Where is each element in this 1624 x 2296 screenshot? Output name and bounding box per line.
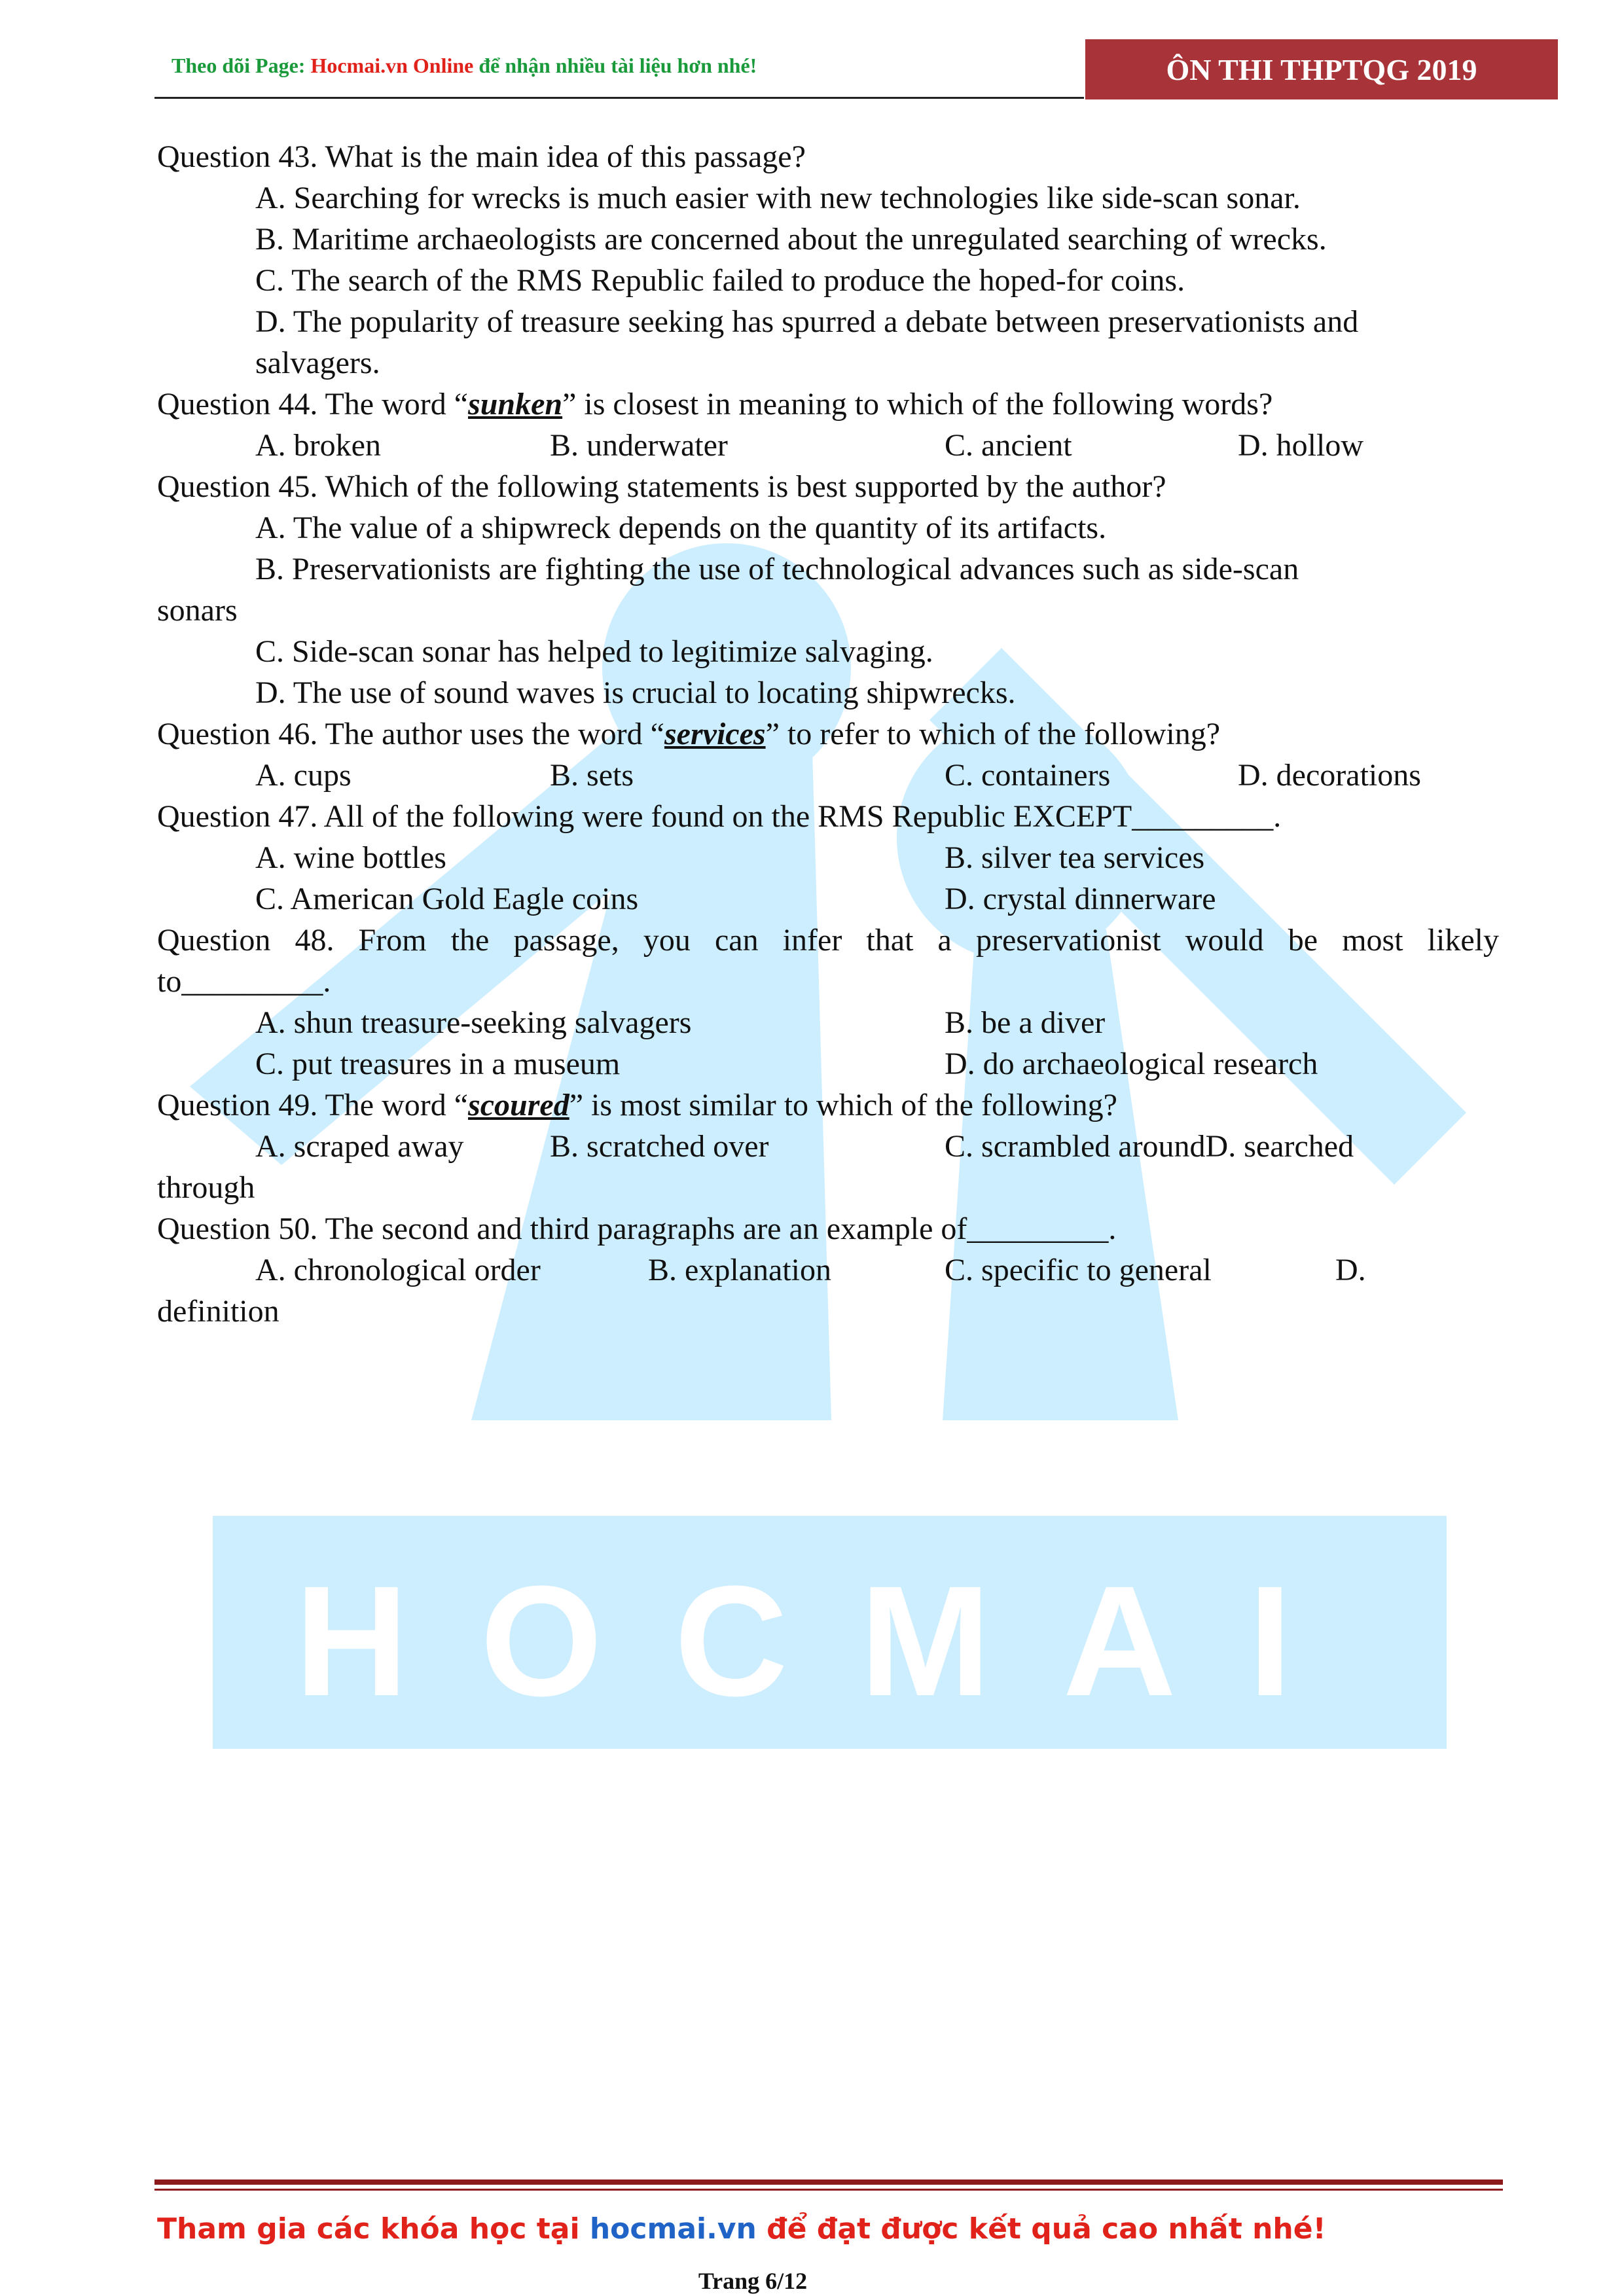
q49-stem	[157, 1085, 1499, 1126]
q48-option-a: A. shun treasure-seeking salvagers	[255, 1005, 692, 1040]
q43-option-c: C. The search of the RMS Republic failed to produce the hoped-for coins.	[255, 263, 1185, 298]
q47-options-row2	[157, 878, 1499, 920]
header-exam-badge: ÔN THI THPTQG 2019	[1085, 39, 1558, 99]
q50-option-c: C. specific to general	[945, 1253, 1212, 1287]
footer-promo-pre: Tham gia các khóa học tại	[157, 2212, 590, 2246]
q44-stem-post: ” is closest in meaning to which of the following words?	[562, 387, 1273, 422]
q50-option-a: A. chronological order	[255, 1253, 541, 1287]
q45-stem: Question 45. Which of the following statements is best supported by the author?	[157, 469, 1166, 504]
q46-option-d: D. decorations	[1238, 758, 1421, 793]
q46-option-a: A. cups	[255, 758, 352, 793]
q47-option-c: C. American Gold Eagle coins	[255, 882, 639, 916]
header-follow-note	[171, 54, 757, 78]
q46-stem-post: ” to refer to which of the following?	[765, 717, 1220, 751]
footer-site-link[interactable]: hocmai.vn	[589, 2212, 757, 2246]
q48-option-c: C. put treasures in a museum	[255, 1047, 621, 1081]
q44-option-b: B. underwater	[550, 428, 728, 463]
q44-option-c: C. ancient	[945, 428, 1072, 463]
q49-option-d-cont: through	[157, 1170, 255, 1205]
page-number: Trang 6/12	[698, 2268, 808, 2294]
q50-stem: Question 50. The second and third paragraphs are an example of_________.	[157, 1211, 1117, 1246]
q46-stem	[157, 713, 1499, 755]
footer-divider-thick	[154, 2179, 1503, 2185]
q48-options-row2	[157, 1043, 1499, 1085]
q48-stem: Question 48. From the passage, you can infer that a preservationist would be most likely	[157, 923, 1499, 958]
q49-keyword: scoured	[468, 1088, 569, 1122]
q45-option-a: A. The value of a shipwreck depends on the quantity of its artifacts.	[255, 511, 1107, 545]
q44-option-a: A. broken	[255, 428, 381, 463]
q44-stem-pre: Question 44. The word “	[157, 387, 469, 422]
q49-option-c-d: C. scrambled aroundD. searched	[945, 1129, 1354, 1164]
watermark-text: HOCMAI	[295, 1553, 1364, 1729]
header-page-link[interactable]: Hocmai.vn Online	[310, 54, 474, 77]
q45-option-b-cont: sonars	[157, 593, 238, 628]
q43-option-a: A. Searching for wrecks is much easier with new technologies like side-scan sonar.	[255, 181, 1301, 215]
q48-option-d: D. do archaeological research	[945, 1047, 1318, 1081]
q44-option-d: D. hollow	[1238, 428, 1363, 463]
q47-option-d: D. crystal dinnerware	[945, 882, 1216, 916]
q50-option-d-cont: definition	[157, 1294, 280, 1329]
q47-options-row1	[157, 837, 1499, 878]
q50-options	[157, 1249, 1499, 1291]
q49-options	[157, 1126, 1499, 1167]
q45-option-b: B. Preservationists are fighting the use of technological advances such as side-scan	[255, 552, 1299, 586]
q46-option-b: B. sets	[550, 758, 634, 793]
q46-stem-pre: Question 46. The author uses the word “	[157, 717, 664, 751]
q44-options	[157, 425, 1499, 466]
footer-divider-thin	[154, 2189, 1503, 2191]
header-divider	[154, 97, 1084, 99]
q44-keyword: sunken	[468, 387, 563, 422]
q49-option-b: B. scratched over	[550, 1129, 769, 1164]
q49-stem-pre: Question 49. The word “	[157, 1088, 469, 1122]
q43-option-d: D. The popularity of treasure seeking has spurred a debate between preservationists and	[255, 304, 1359, 339]
q46-keyword: services	[664, 717, 766, 751]
header-follow-prefix: Theo dõi Page:	[171, 54, 311, 77]
q50-option-b: B. explanation	[648, 1253, 831, 1287]
q44-stem	[157, 384, 1499, 425]
q47-option-b: B. silver tea services	[945, 840, 1205, 875]
q47-stem: Question 47. All of the following were found on the RMS Republic EXCEPT_________.	[157, 799, 1282, 834]
q43-stem: Question 43. What is the main idea of this passage?	[157, 139, 806, 174]
q46-options	[157, 755, 1499, 796]
question-list	[157, 136, 1499, 1332]
header-follow-suffix: để nhận nhiều tài liệu hơn nhé!	[473, 54, 757, 77]
q48-options-row1	[157, 1002, 1499, 1043]
q48-option-b: B. be a diver	[945, 1005, 1106, 1040]
q47-option-a: A. wine bottles	[255, 840, 446, 875]
q50-option-d: D.	[1335, 1253, 1366, 1287]
q45-option-d: D. The use of sound waves is crucial to locating shipwrecks.	[255, 675, 1016, 710]
q48-stem-cont: to_________.	[157, 964, 331, 999]
q45-option-c: C. Side-scan sonar has helped to legitimize salvaging.	[255, 634, 933, 669]
footer-promo-post: để đạt được kết quả cao nhất nhé!	[756, 2212, 1326, 2246]
q46-option-c: C. containers	[945, 758, 1111, 793]
footer-promo	[157, 2212, 1326, 2246]
q43-option-b: B. Maritime archaeologists are concerned about the unregulated searching of wrecks.	[255, 222, 1327, 257]
q49-option-a: A. scraped away	[255, 1129, 464, 1164]
q49-stem-post: ” is most similar to which of the following?	[569, 1088, 1117, 1122]
q43-option-d-cont: salvagers.	[255, 346, 380, 380]
